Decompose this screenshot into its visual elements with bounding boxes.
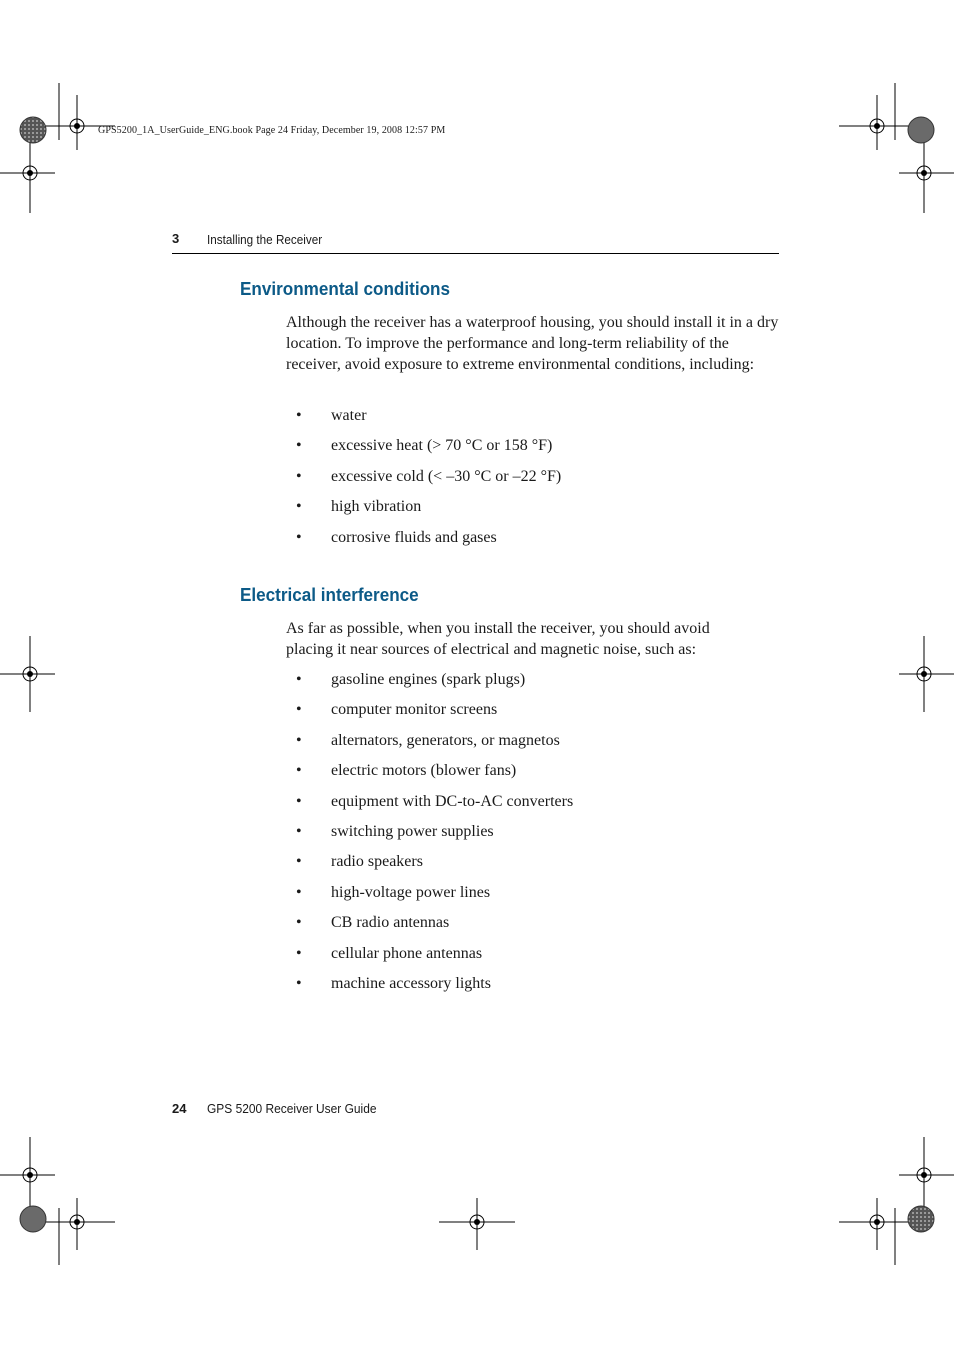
bullet-icon: • [296, 974, 302, 992]
section-intro-environmental: Although the receiver has a waterproof housing, you should install it in a dry location. To improve the performance and long-term reliability of the receiver, avoid exposure to extreme environmental conditions, including: [286, 314, 779, 373]
running-header [172, 231, 779, 254]
bullet-icon: • [296, 822, 302, 840]
print-info-slug: GPS5200_1A_UserGuide_ENG.book Page 24 Friday, December 19, 2008 12:57 PM [98, 125, 446, 136]
page-number: 24 [172, 1101, 187, 1116]
bullet-icon: • [296, 731, 302, 749]
bullet-icon: • [296, 528, 302, 546]
bullet-icon: • [296, 944, 302, 962]
bullet-icon: • [296, 437, 302, 455]
bullet-icon: • [296, 701, 302, 719]
bullet-icon: • [296, 883, 302, 901]
guide-title: GPS 5200 Receiver User Guide [207, 1101, 377, 1116]
bullet-icon: • [296, 407, 302, 424]
bullet-icon: • [296, 762, 302, 780]
bullet-icon: • [296, 498, 302, 516]
bullet-icon: • [296, 853, 302, 871]
chapter-title: Installing the Receiver [207, 232, 323, 247]
bullet-icon: • [296, 792, 302, 810]
page-footer [172, 1101, 391, 1116]
section-intro-electrical: As far as possible, when you install the receiver, you should avoid placing it near sources of electrical and magnetic noise, such as: [286, 620, 710, 658]
chapter-number: 3 [172, 231, 180, 246]
bullet-icon: • [296, 467, 302, 485]
section-heading-electrical: Electrical interference [240, 585, 419, 605]
section-heading-environmental: Environmental conditions [240, 279, 450, 299]
bullet-icon: • [296, 671, 302, 688]
bullet-icon: • [296, 914, 302, 932]
